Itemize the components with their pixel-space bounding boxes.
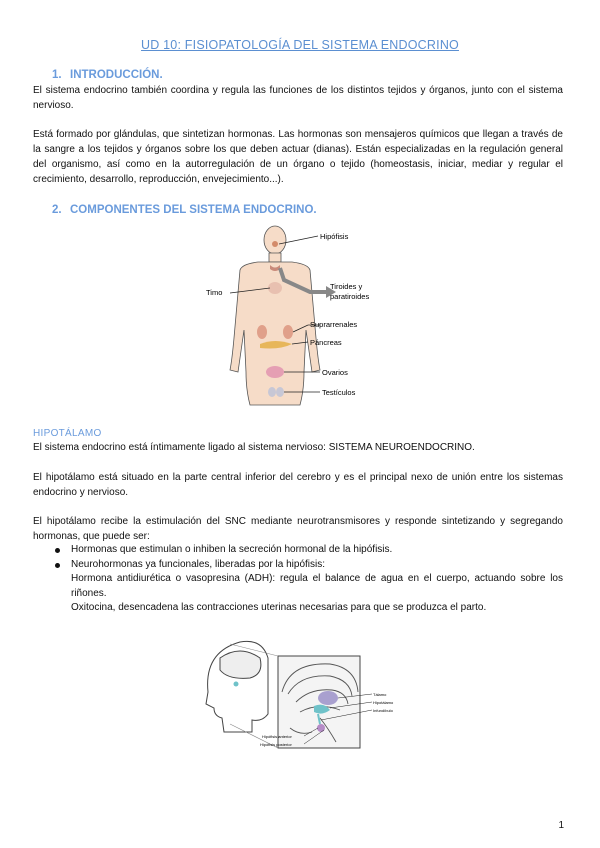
- section-1-title: INTRODUCCIÓN.: [70, 69, 163, 81]
- label-testiculos: Testículos: [322, 388, 356, 397]
- hipofisis-gland: [272, 241, 278, 247]
- hipotalamo-subheading: HIPOTÁLAMO: [33, 428, 102, 439]
- oxitocina-description: Oxitocina, desencadena las contracciones uterinas necesarias para que se produzca el parto.: [71, 602, 487, 613]
- intro-paragraph-2: Está formado por glándulas, que sintetizan hormonas. Las hormonas son mensajeros químicos que llegan a través de la sangre a los tejidos y órganos sobre los que deben actuar (dianas). Están especializadas en la regulación general del organismo, así como en la autorregulación de un órgano o tejido (homeostasis, iniciar, mediar y regular el crecimiento, desarrollo, reproducción, envejecimiento...).: [33, 129, 563, 185]
- document-title: UD 10: FISIOPATOLOGÍA DEL SISTEMA ENDOCRINO: [141, 38, 459, 52]
- label-hipofisis-posterior: Hipófisis posterior: [260, 742, 292, 747]
- list-item: [33, 558, 563, 573]
- section-2-heading: [52, 204, 317, 216]
- bullet-icon: [55, 548, 60, 553]
- intro-paragraph-1: El sistema endocrino también coordina y regula las funciones de los distintos tejidos y órganos, junto con el sistema nervioso.: [33, 85, 563, 111]
- human-body-illustration: [230, 226, 320, 405]
- section-2-number: 2.: [52, 204, 62, 216]
- section-1-heading: [52, 69, 163, 81]
- section-1-number: 1.: [52, 69, 62, 81]
- list-item-text: Hormonas que estimulan o inhiben la secreción hormonal de la hipófisis.: [71, 544, 393, 555]
- timo-gland: [268, 282, 282, 294]
- suprarrenal-left: [257, 325, 267, 339]
- list-item: [33, 543, 563, 558]
- label-ovarios: Ovarios: [322, 368, 348, 377]
- endocrine-system-figure: [200, 220, 400, 410]
- head-profile-illustration: [206, 641, 268, 732]
- hipotalamo-paragraph-1: El sistema endocrino está íntimamente ligado al sistema nervioso: SISTEMA NEUROENDOCRINO.: [33, 442, 475, 453]
- label-hipotalamo: Hipotálamo: [373, 700, 394, 705]
- label-paratiroides: paratiroides: [330, 292, 370, 301]
- hormone-list: [33, 543, 563, 616]
- label-hipofisis: Hipófisis: [320, 232, 349, 241]
- hipotalamo-paragraph-2: El hipotálamo está situado en la parte central inferior del cerebro y es el principal nexo de unión entre los sistemas endocrino y nervioso.: [33, 472, 563, 498]
- brain-hypothalamus-figure: [200, 632, 400, 758]
- ovarios-gland: [266, 366, 284, 378]
- label-pancreas: Páncreas: [310, 338, 342, 347]
- label-talamo: Tálamo: [373, 692, 387, 697]
- bullet-icon: [55, 563, 60, 568]
- label-hipofisis-anterior: Hipófisis anterior: [262, 734, 292, 739]
- testiculo-left: [268, 387, 276, 397]
- list-item-text: Neurohormonas ya funcionales, liberadas por la hipófisis:: [71, 558, 326, 570]
- adh-description: Hormona antidiurética o vasopresina (ADH): regula el balance de agua en el cuerpo, actuando sobre los riñones.: [71, 573, 563, 599]
- hipotalamo-paragraph-3: El hipotálamo recibe la estimulación del SNC mediante neurotransmisores y responde sintetizando y segregando hormonas, que puede ser:: [33, 516, 563, 542]
- testiculo-right: [276, 387, 284, 397]
- label-suprarrenales: Suprarrenales: [310, 320, 358, 329]
- label-timo: Timo: [206, 288, 223, 297]
- hipofisis-region: [317, 724, 325, 732]
- talamo-region: [318, 691, 338, 705]
- page-number: 1: [558, 820, 564, 831]
- suprarrenal-right: [283, 325, 293, 339]
- label-tiroides: Tiroides y: [330, 282, 363, 291]
- section-2-title: COMPONENTES DEL SISTEMA ENDOCRINO.: [70, 204, 317, 216]
- label-infundibulo: Infundíbulo: [373, 708, 393, 713]
